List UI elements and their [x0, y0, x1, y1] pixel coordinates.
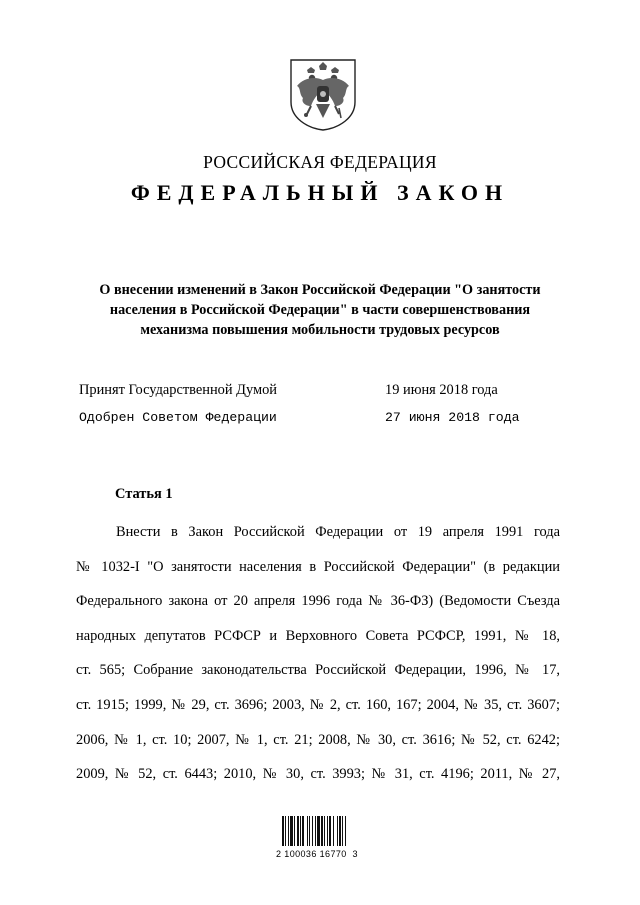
barcode-icon	[281, 812, 363, 848]
body-line: ст. 565; Собрание законодательства Российской Федерации, 1996, № 17,	[76, 662, 560, 679]
country-name: РОССИЙСКАЯ ФЕДЕРАЦИЯ	[203, 152, 437, 172]
document-type: ФЕДЕРАЛЬНЫЙ ЗАКОН	[130, 180, 510, 205]
adoption-date: 27 июня 2018 года	[385, 410, 520, 425]
article-body	[76, 515, 560, 792]
body-line: народных депутатов РСФСР и Верховного Совета РСФСР, 1991, № 18,	[76, 627, 560, 644]
body-line: ст. 1915; 1999, № 29, ст. 3696; 2003, № 2, ст. 160, 167; 2004, № 35, ст. 3607;	[76, 696, 560, 713]
adoption-label: Одобрен Советом Федерации	[79, 410, 277, 425]
body-line: 2009, № 52, ст. 6443; 2010, № 30, ст. 3993; № 31, ст. 4196; 2011, № 27,	[76, 766, 560, 783]
law-title: О внесении изменений в Закон Российской Федерации "О занятости населения в Российской Федерации" в части совершенствования механизма повышения мобильности трудовых ресурсов	[99, 282, 541, 338]
adoption-label: Принят Государственной Думой	[79, 382, 277, 398]
coat-of-arms-icon	[289, 58, 357, 132]
body-line: № 1032-I "О занятости населения в Российской Федерации" (в редакции	[76, 558, 560, 575]
barcode-number: 2 100036 16770 3	[276, 849, 358, 859]
adoption-date: 19 июня 2018 года	[385, 382, 498, 398]
body-line: Федерального закона от 20 апреля 1996 года № 36-ФЗ) (Ведомости Съезда	[76, 593, 560, 610]
article-heading: Статья 1	[115, 486, 173, 502]
body-line: Внести в Закон Российской Федерации от 19 апреля 1991 года	[116, 524, 560, 540]
body-line: 2006, № 1, ст. 10; 2007, № 1, ст. 21; 2008, № 30, ст. 3616; № 52, ст. 6242;	[76, 731, 560, 748]
